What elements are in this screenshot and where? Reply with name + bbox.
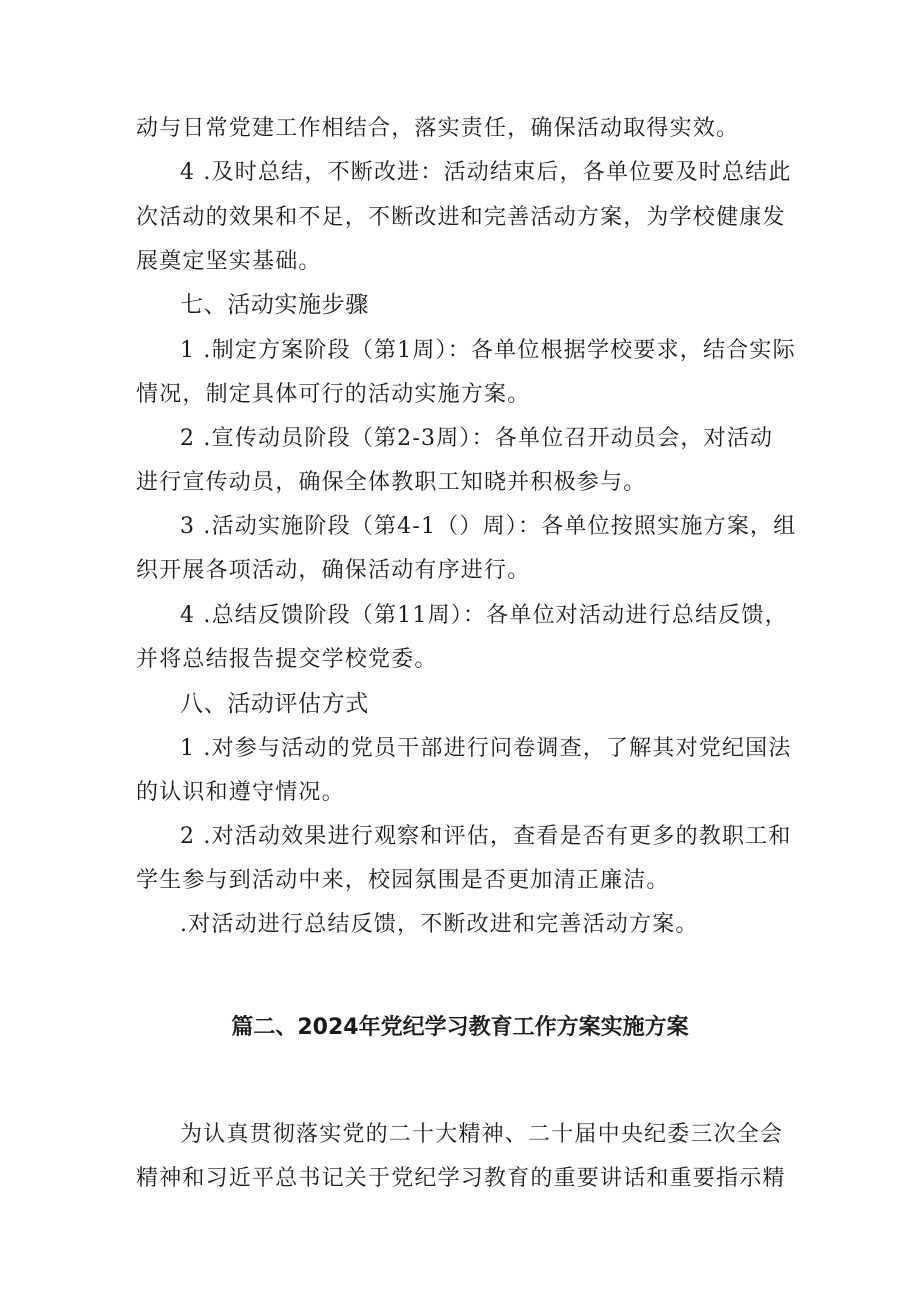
section-heading-7: 七、活动实施步骤 <box>180 292 369 318</box>
paragraph-line: 织开展各项活动，确保活动有序进行。 <box>136 558 531 583</box>
paragraph-line: 4 .及时总结，不断改进：活动结束后，各单位要及时总结此 <box>180 160 792 185</box>
paragraph-line: 并将总结报告提交学校党委。 <box>136 647 438 672</box>
paragraph-line: .对活动进行总结反馈，不断改进和完善活动方案。 <box>180 912 699 937</box>
paragraph-line: 情况，制定具体可行的活动实施方案。 <box>136 382 531 407</box>
paragraph-line: 次活动的效果和不足，不断改进和完善活动方案，为学校健康发 <box>136 205 786 230</box>
paragraph-line: 精神和习近平总书记关于党纪学习教育的重要讲话和重要指示精 <box>136 1166 786 1191</box>
paragraph-line: 进行宣传动员，确保全体教职工知晓并积极参与。 <box>136 470 647 495</box>
paragraph-line: 1 .制定方案阶段（第1周）：各单位根据学校要求，结合实际 <box>180 338 796 363</box>
document-title: 篇二、2024年党纪学习教育工作方案实施方案 <box>231 1015 689 1040</box>
paragraph-line: 4 .总结反馈阶段（第11周）：各单位对活动进行总结反馈， <box>180 603 788 628</box>
paragraph-line: 展奠定坚实基础。 <box>136 249 322 274</box>
paragraph-line: 3 .活动实施阶段（第4-1（）周）：各单位按照实施方案，组 <box>180 514 797 539</box>
paragraph-line: 1 .对参与活动的党员干部进行问卷调查，了解其对党纪国法 <box>180 736 792 761</box>
paragraph-line: 2 .对活动效果进行观察和评估，查看是否有更多的教职工和 <box>180 824 792 849</box>
paragraph-line: 学生参与到活动中来，校园氛围是否更加清正廉洁。 <box>136 868 670 893</box>
paragraph-line: 2 .宣传动员阶段（第2-3周）：各单位召开动员会，对活动 <box>180 426 774 451</box>
paragraph-line: 为认真贯彻落实党的二十大精神、二十届中央纪委三次全会 <box>180 1122 784 1147</box>
section-heading-8: 八、活动评估方式 <box>180 691 369 717</box>
paragraph-line: 的认识和遵守情况。 <box>136 780 345 805</box>
paragraph-line: 动与日常党建工作相结合，落实责任，确保活动取得实效。 <box>136 116 740 141</box>
